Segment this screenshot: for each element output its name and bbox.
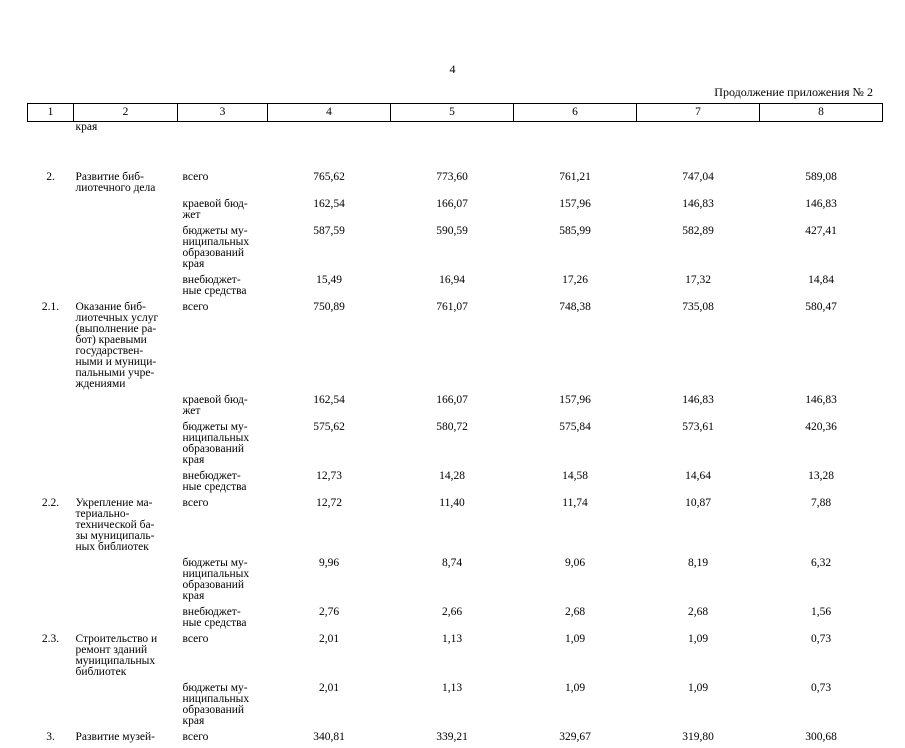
value-col-6: 14,58 [514,471,637,498]
value-col-7: 146,83 [637,395,760,422]
funding-source: бюджеты му- ниципальных образований края [178,422,268,471]
value-col-7: 747,04 [637,172,760,199]
value-col-6: 329,67 [514,732,637,748]
row-number [28,226,74,275]
value-col-6: 1,09 [514,634,637,683]
funding-source: бюджеты му- ниципальных образований края [178,558,268,607]
table-row [28,226,883,275]
value-col-5: 339,21 [391,732,514,748]
header-col-3: 3 [178,104,268,122]
value-col-4: 587,59 [268,226,391,275]
funding-source: внебюджет- ные средства [178,275,268,302]
value-col-4: 2,01 [268,634,391,683]
value-col-8: 14,84 [760,275,883,302]
budget-table [27,103,883,748]
row-name: Строительство и ремонт зданий муниципальных библиотек [74,634,178,683]
value-col-7: 573,61 [637,422,760,471]
row-name [74,226,178,275]
row-number [28,471,74,498]
value-col-8: 13,28 [760,471,883,498]
value-col-7: 146,83 [637,199,760,226]
value-col-6: 585,99 [514,226,637,275]
value-col-7: 17,32 [637,275,760,302]
table-row [28,607,883,634]
row-name [74,395,178,422]
value-col-5: 590,59 [391,226,514,275]
value-col-7: 1,09 [637,634,760,683]
value-col-8: 0,73 [760,634,883,683]
value-col-7: 8,19 [637,558,760,607]
table-row [28,172,883,199]
value-col-5: 761,07 [391,302,514,395]
header-col-4: 4 [268,104,391,122]
row-number [28,683,74,732]
value-col-8: 0,73 [760,683,883,732]
funding-source: всего [178,498,268,558]
row-name [74,471,178,498]
value-col-5: 580,72 [391,422,514,471]
header-col-7: 7 [637,104,760,122]
header-col-1: 1 [28,104,74,122]
funding-source: бюджеты му- ниципальных образований края [178,226,268,275]
row-number [28,422,74,471]
row-name: Развитие биб- лиотечного дела [74,172,178,199]
value-col-5: 1,13 [391,634,514,683]
row-name [74,558,178,607]
value-col-6: 11,74 [514,498,637,558]
table-row [28,302,883,395]
value-col-8: 6,32 [760,558,883,607]
table-body [28,122,883,748]
value-col-5: 14,28 [391,471,514,498]
value-col-4: 9,96 [268,558,391,607]
row-name [74,607,178,634]
value-col-6: 157,96 [514,199,637,226]
value-col-6: 575,84 [514,422,637,471]
value-col-5: 773,60 [391,172,514,199]
value-col-7: 14,64 [637,471,760,498]
value-col-4: 750,89 [268,302,391,395]
value-col-4: 162,54 [268,199,391,226]
value-col-8: 1,56 [760,607,883,634]
value-col-7: 319,80 [637,732,760,748]
value-col-7: 10,87 [637,498,760,558]
row-number [28,607,74,634]
row-number: 3. [28,732,74,748]
value-col-4: 575,62 [268,422,391,471]
funding-source: всего [178,634,268,683]
header-col-2: 2 [74,104,178,122]
row-number: 2. [28,172,74,199]
value-col-8: 7,88 [760,498,883,558]
value-col-5: 2,66 [391,607,514,634]
value-col-8: 300,68 [760,732,883,748]
value-col-4: 2,01 [268,683,391,732]
row-number: 2.2. [28,498,74,558]
value-col-5: 8,74 [391,558,514,607]
row-number: 2.3. [28,634,74,683]
value-col-4: 162,54 [268,395,391,422]
value-col-4: 765,62 [268,172,391,199]
page-number: 4 [0,62,905,77]
row-number [28,199,74,226]
row-number: 2.1. [28,302,74,395]
value-col-5: 166,07 [391,395,514,422]
table-row [28,395,883,422]
value-col-8: 589,08 [760,172,883,199]
value-col-6: 9,06 [514,558,637,607]
header-row [28,104,883,122]
value-col-4: 2,76 [268,607,391,634]
carry-over-text: края [74,122,178,173]
row-number [28,395,74,422]
funding-source: всего [178,302,268,395]
value-col-6: 2,68 [514,607,637,634]
table-row [28,275,883,302]
funding-source: краевой бюд- жет [178,395,268,422]
table-row [28,683,883,732]
carry-over-row [28,122,883,173]
row-number [28,558,74,607]
value-col-8: 580,47 [760,302,883,395]
table-row [28,732,883,748]
header-col-8: 8 [760,104,883,122]
funding-source: внебюджет- ные средства [178,607,268,634]
value-col-4: 12,73 [268,471,391,498]
value-col-6: 761,21 [514,172,637,199]
value-col-4: 340,81 [268,732,391,748]
funding-source: краевой бюд- жет [178,199,268,226]
value-col-8: 146,83 [760,395,883,422]
row-number [28,275,74,302]
value-col-8: 146,83 [760,199,883,226]
row-name [74,422,178,471]
value-col-6: 1,09 [514,683,637,732]
value-col-5: 1,13 [391,683,514,732]
row-name: Укрепление ма- териально- технической ба- зы муниципаль- ных библиотек [74,498,178,558]
row-name: Оказание биб- лиотечных услуг (выполнение ра- бот) краевыми государствен- ными и муници- пальными учре- ждениями [74,302,178,395]
table-row [28,199,883,226]
value-col-7: 1,09 [637,683,760,732]
table-row [28,471,883,498]
header-col-6: 6 [514,104,637,122]
funding-source: бюджеты му- ниципальных образований края [178,683,268,732]
value-col-4: 12,72 [268,498,391,558]
continuation-label: Продолжение приложения № 2 [714,85,873,100]
value-col-5: 166,07 [391,199,514,226]
value-col-6: 17,26 [514,275,637,302]
table-row [28,634,883,683]
value-col-8: 420,36 [760,422,883,471]
funding-source: внебюджет- ные средства [178,471,268,498]
value-col-7: 582,89 [637,226,760,275]
value-col-5: 16,94 [391,275,514,302]
value-col-4: 15,49 [268,275,391,302]
row-name: Развитие музей- [74,732,178,748]
row-name [74,275,178,302]
value-col-7: 2,68 [637,607,760,634]
value-col-5: 11,40 [391,498,514,558]
table-row [28,558,883,607]
header-col-5: 5 [391,104,514,122]
row-name [74,199,178,226]
funding-source: всего [178,732,268,748]
value-col-6: 748,38 [514,302,637,395]
value-col-7: 735,08 [637,302,760,395]
value-col-6: 157,96 [514,395,637,422]
value-col-8: 427,41 [760,226,883,275]
table-row [28,498,883,558]
funding-source: всего [178,172,268,199]
row-name [74,683,178,732]
table-row [28,422,883,471]
